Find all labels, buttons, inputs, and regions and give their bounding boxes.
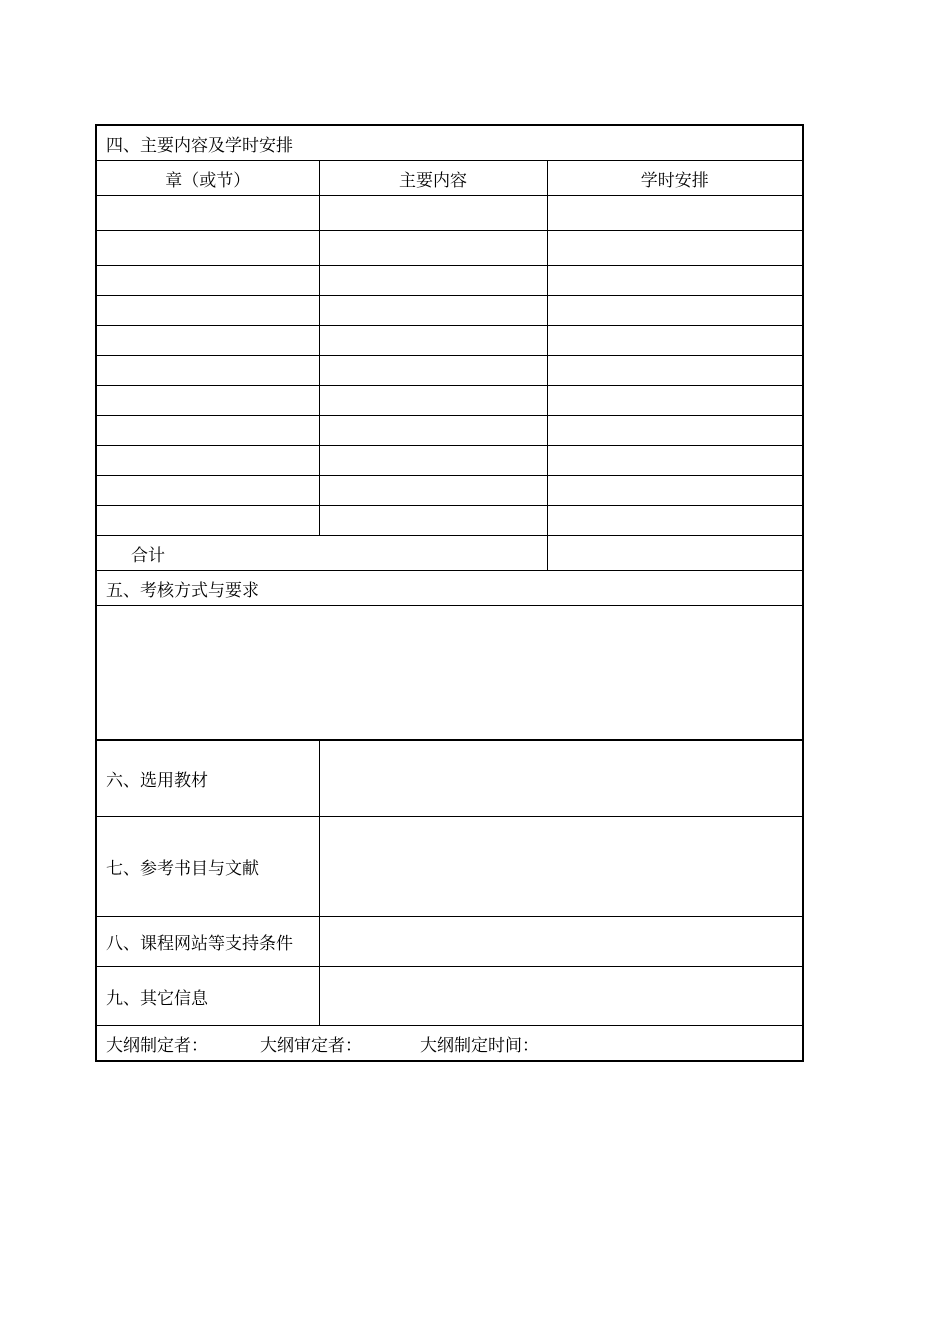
section4-title: 四、主要内容及学时安排 — [96, 125, 803, 161]
table-row — [96, 416, 803, 446]
chapter-cell[interactable] — [96, 446, 319, 476]
content-cell[interactable] — [319, 231, 547, 266]
table-row — [96, 231, 803, 266]
header-chapter: 章（或节） — [96, 161, 319, 196]
hours-cell[interactable] — [547, 231, 803, 266]
table-row — [96, 266, 803, 296]
hours-cell[interactable] — [547, 326, 803, 356]
hours-cell[interactable] — [547, 416, 803, 446]
hours-cell[interactable] — [547, 356, 803, 386]
chapter-cell[interactable] — [96, 416, 319, 446]
textbook-content[interactable] — [319, 740, 803, 817]
total-label: 合计 — [96, 536, 547, 571]
section8-label: 八、课程网站等支持条件 — [96, 917, 319, 967]
content-cell[interactable] — [319, 416, 547, 446]
signature-row — [96, 1026, 803, 1062]
table-row — [96, 446, 803, 476]
header-hours: 学时安排 — [547, 161, 803, 196]
other-info-content[interactable] — [319, 967, 803, 1026]
table-row — [96, 296, 803, 326]
table-row — [96, 506, 803, 536]
syllabus-form — [95, 124, 802, 1062]
assessment-content[interactable] — [96, 606, 803, 741]
hours-cell[interactable] — [547, 476, 803, 506]
hours-cell[interactable] — [547, 386, 803, 416]
total-hours-cell[interactable] — [547, 536, 803, 571]
table-row — [96, 386, 803, 416]
hours-cell[interactable] — [547, 196, 803, 231]
content-cell[interactable] — [319, 196, 547, 231]
syllabus-table — [95, 124, 804, 1062]
support-content[interactable] — [319, 917, 803, 967]
hours-cell[interactable] — [547, 506, 803, 536]
section5-title: 五、考核方式与要求 — [96, 571, 803, 606]
table-row — [96, 326, 803, 356]
section7-label: 七、参考书目与文献 — [96, 817, 319, 917]
content-cell[interactable] — [319, 446, 547, 476]
table-row — [96, 476, 803, 506]
hours-cell[interactable] — [547, 446, 803, 476]
chapter-cell[interactable] — [96, 326, 319, 356]
content-cell[interactable] — [319, 386, 547, 416]
table-row — [96, 196, 803, 231]
header-content: 主要内容 — [319, 161, 547, 196]
author-label: 大纲制定者： — [106, 1035, 208, 1056]
table-row — [96, 356, 803, 386]
content-cell[interactable] — [319, 296, 547, 326]
content-cell[interactable] — [319, 506, 547, 536]
content-cell[interactable] — [319, 476, 547, 506]
content-cell[interactable] — [319, 266, 547, 296]
chapter-cell[interactable] — [96, 231, 319, 266]
chapter-cell[interactable] — [96, 266, 319, 296]
section6-label: 六、选用教材 — [96, 740, 319, 817]
references-content[interactable] — [319, 817, 803, 917]
chapter-cell[interactable] — [96, 296, 319, 326]
section9-label: 九、其它信息 — [96, 967, 319, 1026]
chapter-cell[interactable] — [96, 506, 319, 536]
hours-cell[interactable] — [547, 266, 803, 296]
reviewer-label: 大纲审定者： — [260, 1035, 362, 1056]
chapter-cell[interactable] — [96, 196, 319, 231]
chapter-cell[interactable] — [96, 356, 319, 386]
content-cell[interactable] — [319, 356, 547, 386]
chapter-cell[interactable] — [96, 386, 319, 416]
hours-cell[interactable] — [547, 296, 803, 326]
content-cell[interactable] — [319, 326, 547, 356]
chapter-cell[interactable] — [96, 476, 319, 506]
date-label: 大纲制定时间： — [420, 1035, 539, 1056]
